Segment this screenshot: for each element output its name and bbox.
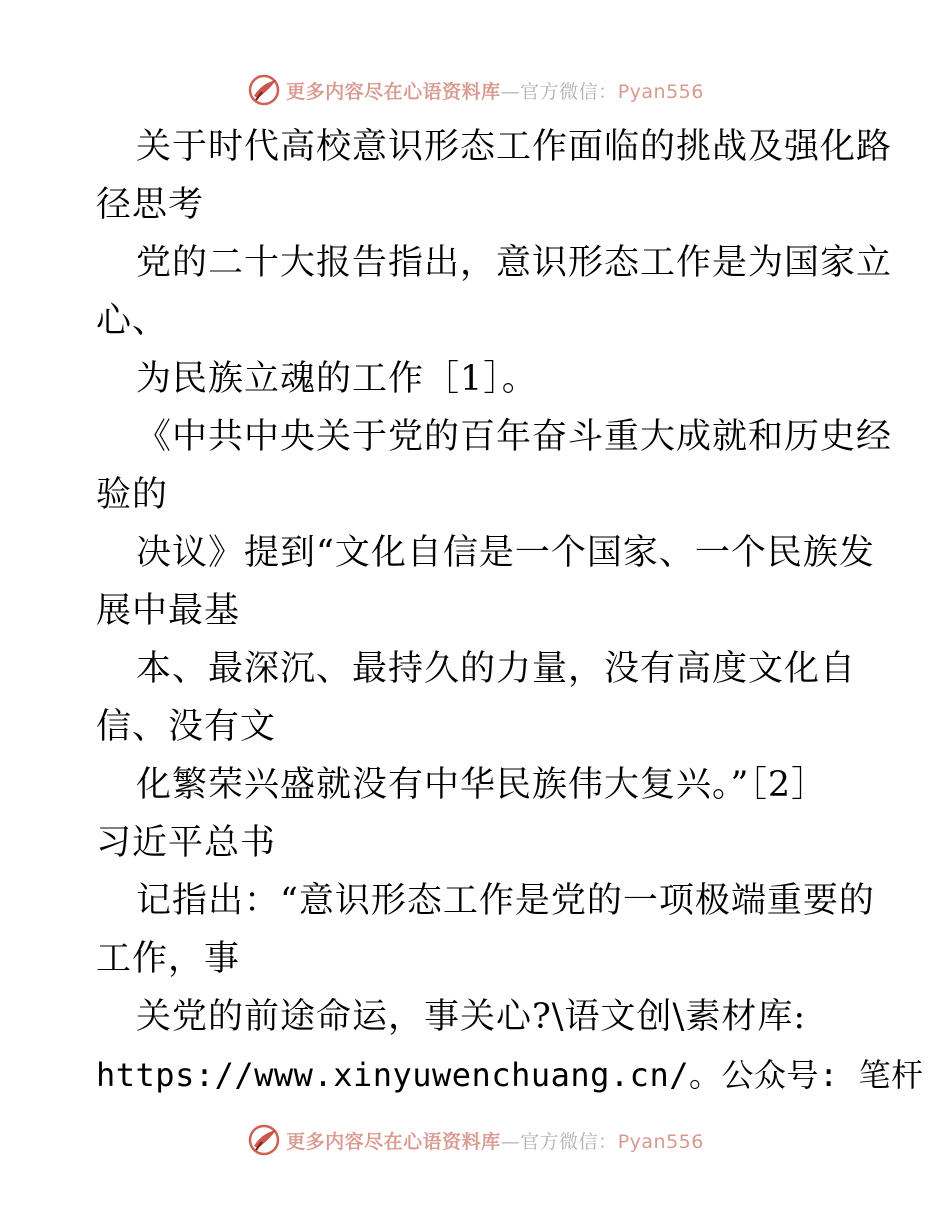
watermark-main: 更多内容尽在心语资料库: [286, 1130, 501, 1153]
footer-watermark: [0, 1120, 950, 1160]
text-line: 验的: [96, 475, 169, 515]
document-body: [96, 118, 924, 1104]
watermark-text: [286, 1127, 704, 1154]
watermark-text: [286, 77, 704, 104]
text-line: 展中最基: [96, 591, 241, 631]
text-line: 化繁荣兴盛就没有中华民族伟大复兴。”［2］: [136, 765, 828, 805]
pen-nib-logo-icon: [246, 1122, 282, 1158]
watermark-wechat-account: Pyan556: [617, 1130, 704, 1153]
text-line: 为民族立魂的工作［1］。: [136, 359, 538, 399]
text-line: 记指出：“意识形态工作是党的一项极端重要的: [136, 881, 875, 921]
watermark-dash: —: [500, 1130, 521, 1153]
text-line-url: https://www.xinyuwenchuang.cn/。公众号: 笔杆: [96, 1056, 924, 1094]
watermark-wechat-label: 官方微信：: [520, 1130, 618, 1153]
watermark-wechat-label: 官方微信：: [520, 80, 618, 103]
text-line: 信、没有文: [96, 707, 277, 747]
text-line: 径思考: [96, 185, 205, 225]
text-line: 心、: [96, 301, 169, 341]
text-line: 习近平总书: [96, 823, 277, 863]
text-line: 党的二十大报告指出，意识形态工作是为国家立: [136, 243, 893, 283]
text-line: 工作，事: [96, 939, 241, 979]
text-line: 关于时代高校意识形态工作面临的挑战及强化路: [136, 127, 893, 167]
text-line: 《中共中央关于党的百年奋斗重大成就和历史经: [136, 417, 893, 457]
text-line: 决议》提到“文化自信是一个国家、一个民族发: [136, 533, 875, 573]
pen-nib-logo-icon: [246, 72, 282, 108]
text-line: 本、最深沉、最持久的力量，没有高度文化自: [136, 649, 857, 689]
watermark-main: 更多内容尽在心语资料库: [286, 80, 501, 103]
watermark-dash: —: [500, 80, 521, 103]
text-line: 关党的前途命运，事关心?\语文创\素材库:: [136, 997, 807, 1037]
watermark-wechat-account: Pyan556: [617, 80, 704, 103]
header-watermark: [0, 70, 950, 110]
